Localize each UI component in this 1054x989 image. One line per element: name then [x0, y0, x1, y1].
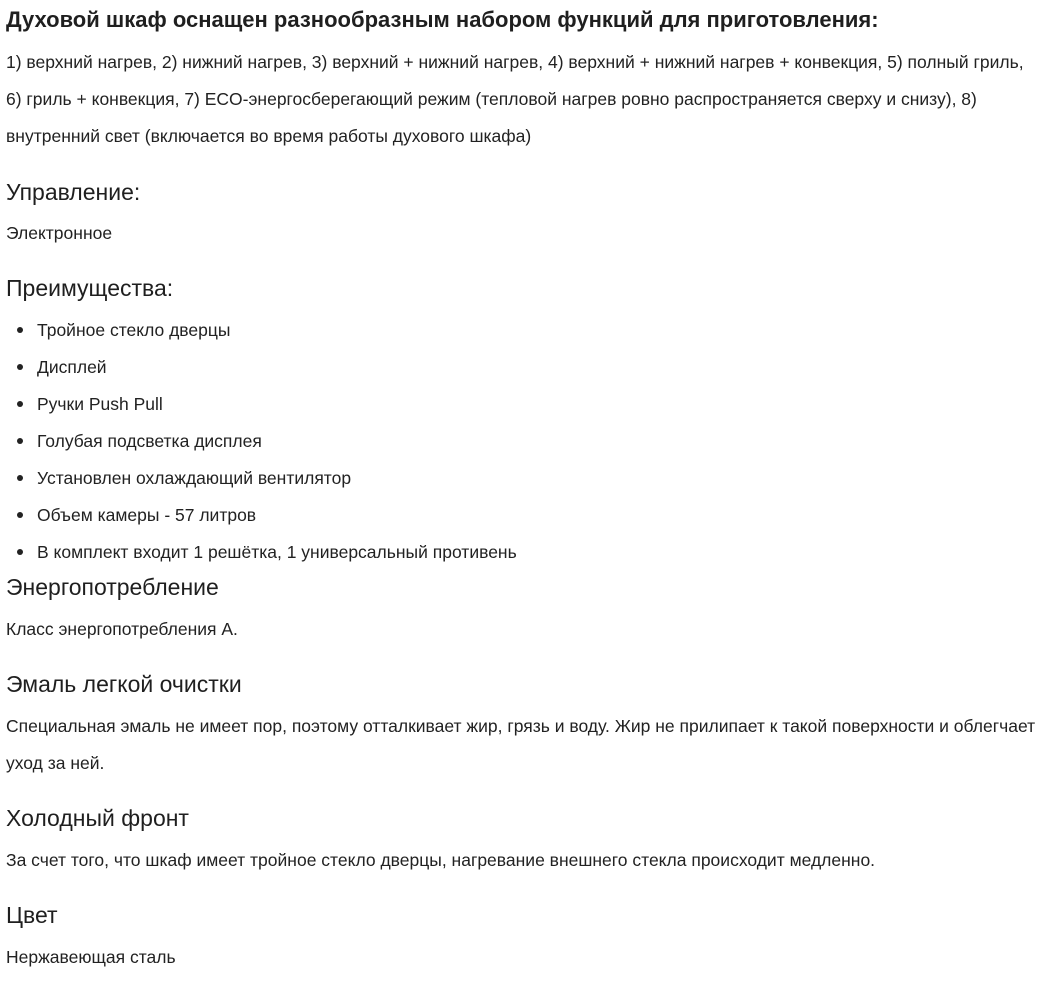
- bullet-icon: [17, 364, 23, 370]
- bullet-icon: [17, 438, 23, 444]
- cold-front-text: За счет того, что шкаф имеет тройное стекло дверцы, нагревание внешнего стекла происходит медленно.: [6, 850, 876, 870]
- list-item: [37, 423, 517, 460]
- bullet-icon: [17, 327, 23, 333]
- color-text: Нержавеющая сталь: [6, 947, 176, 967]
- list-item-text: Голубая подсветка дисплея: [37, 431, 262, 451]
- functions-text: 1) верхний нагрев, 2) нижний нагрев, 3) верхний + нижний нагрев, 4) верхний + нижний нагрев + конвекция, 5) полный гриль, 6) гриль + конвекция, 7) ECO-энергосберегающий режим (тепловой нагрев ровно распространяется сверху и снизу), 8) внутренний свет (включается во время работы духового шкафа): [6, 52, 1024, 146]
- list-item: [37, 312, 517, 349]
- advantages-heading: Преимущества:: [6, 275, 174, 301]
- list-item: [37, 460, 517, 497]
- bullet-icon: [17, 549, 23, 555]
- bullet-icon: [17, 401, 23, 407]
- energy-heading: Энергопотребление: [6, 574, 219, 600]
- color-heading: Цвет: [6, 902, 58, 928]
- enamel-text: Специальная эмаль не имеет пор, поэтому отталкивает жир, грязь и воду. Жир не прилипает к такой поверхности и облегчает уход за ней.: [6, 716, 1036, 773]
- advantages-list: [6, 312, 517, 571]
- list-item-text: Объем камеры - 57 литров: [37, 505, 257, 525]
- list-item: [37, 386, 517, 423]
- list-item: [37, 497, 517, 534]
- list-item: [37, 349, 517, 386]
- list-item-text: Установлен охлаждающий вентилятор: [37, 468, 352, 488]
- list-item-text: Дисплей: [37, 357, 107, 377]
- bullet-icon: [17, 475, 23, 481]
- list-item: [37, 534, 517, 571]
- functions-heading: Духовой шкаф оснащен разнообразным набором функций для приготовления:: [6, 7, 879, 32]
- control-text: Электронное: [6, 223, 113, 243]
- list-item-text: Тройное стекло дверцы: [37, 320, 231, 340]
- enamel-heading: Эмаль легкой очистки: [6, 671, 242, 697]
- bullet-icon: [17, 512, 23, 518]
- cold-front-heading: Холодный фронт: [6, 805, 189, 831]
- energy-text: Класс энергопотребления А.: [6, 619, 238, 639]
- list-item-text: В комплект входит 1 решётка, 1 универсальный противень: [37, 542, 517, 562]
- control-heading: Управление:: [6, 179, 141, 205]
- list-item-text: Ручки Push Pull: [37, 394, 163, 414]
